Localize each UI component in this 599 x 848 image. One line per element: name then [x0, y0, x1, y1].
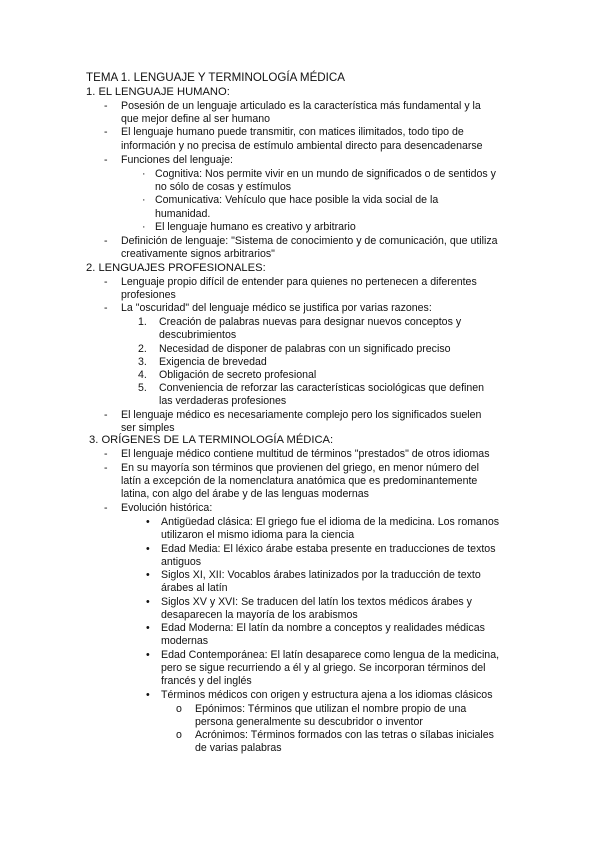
history-item-text: Siglos XV y XVI: Se traducen del latín los textos médicos árabes y: [161, 596, 472, 608]
numbered-text: Creación de palabras nuevas para designar nuevos conceptos y: [159, 316, 462, 328]
history-item-text: Términos médicos con origen y estructura ajena a los idiomas clásicos: [161, 689, 493, 701]
dash-marker: -: [104, 100, 108, 112]
dash-marker: -: [104, 409, 108, 421]
bullet-text: Evolución histórica:: [121, 502, 213, 514]
bullet-marker: •: [146, 569, 150, 581]
dot-marker: ·: [142, 168, 146, 180]
numbered-text: las verdaderas profesiones: [159, 395, 287, 407]
history-item-text: Edad Media: El léxico árabe estaba presente en traducciones de textos: [161, 543, 496, 555]
section-heading: 2. LENGUAJES PROFESIONALES:: [86, 262, 266, 274]
history-item-text: francés y del inglés: [161, 675, 252, 687]
bullet-text: información y no precisa de estímulo ambiental directo para desencadenarse: [121, 140, 483, 152]
dash-marker: -: [104, 302, 108, 314]
bullet-marker: •: [146, 622, 150, 634]
dot-marker: ·: [142, 194, 146, 206]
dash-marker: -: [104, 502, 108, 514]
bullet-text: Definición de lenguaje: "Sistema de conocimiento y de comunicación, que utiliza: [121, 235, 498, 247]
section-heading: 1. EL LENGUAJE HUMANO:: [86, 86, 230, 98]
bullet-marker: •: [146, 649, 150, 661]
bullet-marker: •: [146, 543, 150, 555]
bullet-text: latín a excepción de la nomenclatura anatómica que es predominantemente: [121, 475, 478, 487]
numbered-text: Exigencia de brevedad: [159, 356, 267, 368]
history-item-text: Edad Moderna: El latín da nombre a conceptos y realidades médicas: [161, 622, 485, 634]
sub-item-text: persona generalmente su descubridor o inventor: [195, 716, 423, 728]
dash-marker: -: [104, 276, 108, 288]
sub-bullet-text: Cognitiva: Nos permite vivir en un mundo de significados o de sentidos y: [155, 168, 496, 180]
history-item-text: pero se sigue recurriendo a él y al griego. Se incorporan términos del: [161, 662, 486, 674]
section-heading: 3. ORÍGENES DE LA TERMINOLOGÍA MÉDICA:: [89, 434, 334, 446]
history-item-text: desaparecen la mayoría de los arabismos: [161, 609, 358, 621]
list-number: 3.: [138, 356, 147, 368]
history-item-text: Siglos XI, XII: Vocablos árabes latinizados por la traducción de texto: [161, 569, 481, 581]
bullet-marker: •: [146, 596, 150, 608]
dash-marker: -: [104, 235, 108, 247]
numbered-text: descubrimientos: [159, 329, 237, 341]
list-number: 2.: [138, 343, 147, 355]
history-item-text: modernas: [161, 635, 209, 647]
sub-bullet-text: El lenguaje humano es creativo y arbitrario: [155, 221, 356, 233]
dot-marker: ·: [142, 221, 146, 233]
bullet-text: Funciones del lenguaje:: [121, 154, 233, 166]
sub-bullet-text: no sólo de cosas y estímulos: [155, 181, 292, 193]
sub-bullet-text: humanidad.: [155, 208, 211, 220]
numbered-text: Obligación de secreto profesional: [159, 369, 317, 381]
bullet-text: creativamente signos arbitrarios": [121, 248, 275, 260]
bullet-text: El lenguaje humano puede transmitir, con matices ilimitados, todo tipo de: [121, 126, 464, 138]
numbered-text: Necesidad de disponer de palabras con un significado preciso: [159, 343, 451, 355]
bullet-text: Posesión de un lenguaje articulado es la característica más fundamental y la: [121, 100, 481, 112]
circle-marker: o: [176, 703, 182, 715]
dash-marker: -: [104, 126, 108, 138]
dash-marker: -: [104, 154, 108, 166]
bullet-text: En su mayoría son términos que provienen del griego, en menor número del: [121, 462, 480, 474]
list-number: 5.: [138, 382, 147, 394]
bullet-text: latina, con algo del árabe y de las lenguas modernas: [121, 488, 369, 500]
document-title: TEMA 1. LENGUAJE Y TERMINOLOGÍA MÉDICA: [86, 71, 345, 84]
bullet-text: El lenguaje médico contiene multitud de términos "prestados" de otros idiomas: [121, 448, 490, 460]
bullet-text: que mejor define al ser humano: [121, 113, 270, 125]
list-number: 4.: [138, 369, 147, 381]
history-item-text: árabes al latín: [161, 582, 228, 594]
bullet-text: ser simples: [121, 422, 175, 434]
list-number: 1.: [138, 316, 147, 328]
history-item-text: antiguos: [161, 556, 202, 568]
bullet-text: La "oscuridad" del lenguaje médico se justifica por varias razones:: [121, 302, 432, 314]
history-item-text: Edad Contemporánea: El latín desaparece como lengua de la medicina,: [161, 649, 500, 661]
dash-marker: -: [104, 448, 108, 460]
sub-item-text: Acrónimos: Términos formados con las tetras o sílabas iniciales: [195, 729, 494, 741]
sub-item-text: Epónimos: Términos que utilizan el nombre propio de una: [195, 703, 467, 715]
circle-marker: o: [176, 729, 182, 741]
history-item-text: Antigüedad clásica: El griego fue el idioma de la medicina. Los romanos: [161, 516, 500, 528]
dash-marker: -: [104, 462, 108, 474]
history-item-text: utilizaron el mismo idioma para la ciencia: [161, 529, 355, 541]
bullet-marker: •: [146, 689, 150, 701]
numbered-text: Conveniencia de reforzar las características sociológicas que definen: [159, 382, 485, 394]
bullet-text: El lenguaje médico es necesariamente complejo pero los significados suelen: [121, 409, 482, 421]
sub-bullet-text: Comunicativa: Vehículo que hace posible la vida social de la: [155, 194, 439, 206]
bullet-marker: •: [146, 516, 150, 528]
bullet-text: Lenguaje propio difícil de entender para quienes no pertenecen a diferentes: [121, 276, 477, 288]
bullet-text: profesiones: [121, 289, 176, 301]
sub-item-text: de varias palabras: [195, 742, 282, 754]
